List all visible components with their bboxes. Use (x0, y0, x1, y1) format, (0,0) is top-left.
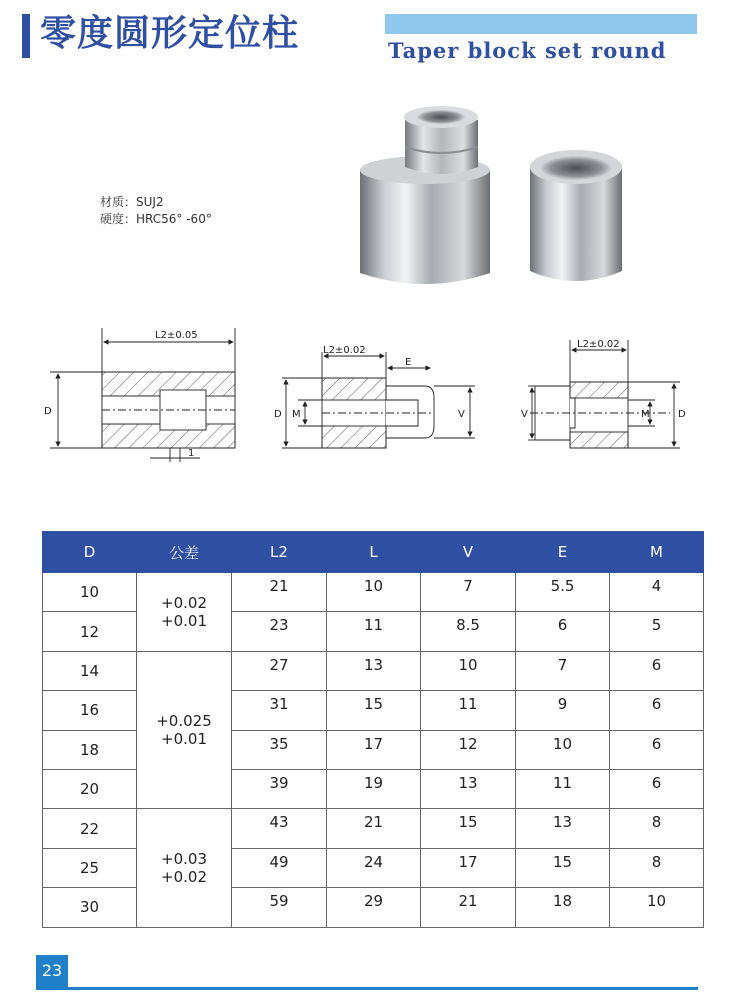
d1-one-label: 1 (188, 448, 195, 459)
col-header-tolerance: 公差 (137, 532, 232, 573)
cell-m: 4 (610, 573, 704, 612)
cell-l: 11 (327, 612, 421, 651)
table-row (43, 651, 704, 690)
cell-m: 6 (610, 769, 704, 808)
cell-v: 12 (421, 730, 516, 769)
cell-d: 30 (43, 888, 137, 927)
cell-tolerance: +0.025 +0.01 (137, 651, 232, 809)
cell-v: 15 (421, 809, 516, 848)
d2-m-label: M (292, 409, 301, 420)
cell-m: 10 (610, 888, 704, 927)
page-number: 23 (36, 955, 68, 987)
cell-l: 21 (327, 809, 421, 848)
female-bush-part (530, 150, 622, 281)
cell-e: 13 (516, 809, 610, 848)
drawing-1 (50, 328, 235, 462)
d3-l2-label: L2±0.02 (577, 339, 620, 350)
cell-l2: 49 (232, 848, 327, 887)
cell-e: 9 (516, 691, 610, 730)
title-accent-bar (22, 14, 30, 58)
cell-l2: 31 (232, 691, 327, 730)
cell-d: 14 (43, 651, 137, 690)
cell-l: 29 (327, 888, 421, 927)
cell-d: 18 (43, 730, 137, 769)
cell-e: 10 (516, 730, 610, 769)
d3-m-label: M (641, 409, 650, 420)
cell-l2: 39 (232, 769, 327, 808)
cell-l2: 35 (232, 730, 327, 769)
cell-v: 13 (421, 769, 516, 808)
cell-l: 24 (327, 848, 421, 887)
cell-d: 10 (43, 573, 137, 612)
col-header-d: D (43, 532, 137, 573)
cell-l: 19 (327, 769, 421, 808)
cell-d: 25 (43, 848, 137, 887)
cell-v: 11 (421, 691, 516, 730)
cell-d: 16 (43, 691, 137, 730)
cell-v: 7 (421, 573, 516, 612)
cell-l: 17 (327, 730, 421, 769)
technical-drawings (30, 320, 710, 470)
d2-e-label: E (405, 357, 412, 368)
d1-d-label: D (44, 406, 52, 417)
cell-e: 11 (516, 769, 610, 808)
table-row (43, 573, 704, 612)
col-header-m: M (610, 532, 704, 573)
title-accent-stripe (385, 14, 697, 34)
col-header-e: E (516, 532, 610, 573)
cell-m: 6 (610, 651, 704, 690)
cell-l: 10 (327, 573, 421, 612)
d3-v-label: V (521, 409, 528, 420)
table-header-row (43, 532, 704, 573)
page-title-cn: 零度圆形定位柱 (40, 13, 300, 54)
cell-l2: 43 (232, 809, 327, 848)
page-title-en: Taper block set round (388, 38, 667, 63)
table-row (43, 809, 704, 848)
col-header-v: V (421, 532, 516, 573)
col-header-l: L (327, 532, 421, 573)
cell-l: 15 (327, 691, 421, 730)
cell-v: 10 (421, 651, 516, 690)
spec-table (42, 531, 704, 928)
cell-m: 8 (610, 848, 704, 887)
cell-tolerance: +0.02 +0.01 (137, 573, 232, 652)
col-header-l2: L2 (232, 532, 327, 573)
d2-d-label: D (274, 409, 282, 420)
d2-v-label: V (458, 409, 465, 420)
cell-v: 17 (421, 848, 516, 887)
cell-l2: 21 (232, 573, 327, 612)
cell-l2: 23 (232, 612, 327, 651)
d3-d-label: D (678, 409, 686, 420)
material-spec: 材质：SUJ2 (100, 195, 164, 209)
cell-v: 8.5 (421, 612, 516, 651)
drawing-3 (528, 340, 680, 448)
cell-l: 13 (327, 651, 421, 690)
cell-d: 20 (43, 769, 137, 808)
cell-l2: 27 (232, 651, 327, 690)
hardness-spec: 硬度：HRC56° -60° (100, 212, 212, 226)
cell-m: 5 (610, 612, 704, 651)
cell-d: 12 (43, 612, 137, 651)
d1-l2-label: L2±0.05 (155, 330, 198, 341)
cell-l2: 59 (232, 888, 327, 927)
cell-e: 18 (516, 888, 610, 927)
d2-l2-label: L2±0.02 (323, 345, 366, 356)
cell-m: 6 (610, 730, 704, 769)
drawing-2 (282, 352, 475, 448)
footer-rule (36, 987, 698, 990)
cell-m: 6 (610, 691, 704, 730)
cell-e: 15 (516, 848, 610, 887)
cell-tolerance: +0.03 +0.02 (137, 809, 232, 927)
cell-e: 7 (516, 651, 610, 690)
cell-m: 8 (610, 809, 704, 848)
cell-d: 22 (43, 809, 137, 848)
male-pin-part (360, 106, 490, 284)
product-photo (340, 95, 660, 295)
cell-v: 21 (421, 888, 516, 927)
cell-e: 5.5 (516, 573, 610, 612)
cell-e: 6 (516, 612, 610, 651)
